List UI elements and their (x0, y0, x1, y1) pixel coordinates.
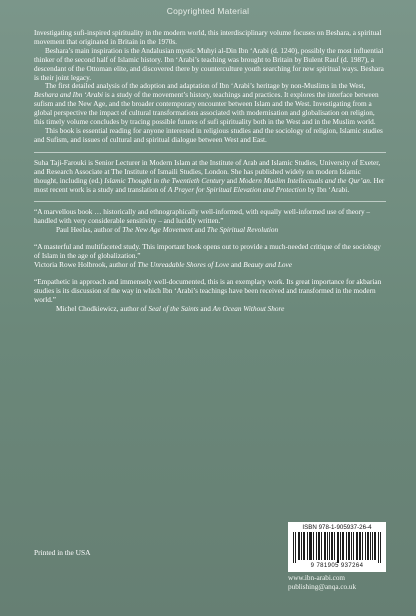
barcode-bar (342, 532, 343, 560)
endorsement-quote (34, 208, 386, 235)
barcode-bar (372, 532, 373, 560)
author-bio-text-a: Suha Taji-Farouki is Senior Lecturer in Modern Islam at the Institute of Arab and Islamic Studies, University of Exeter, and Research Associate at The Institute of Ismaili Studies, London. She has published widely on modern Islamic thought, including (ed.) (34, 158, 381, 185)
barcode-bar (368, 532, 369, 560)
attribution-separator: and (198, 304, 213, 313)
attribution-separator: and (229, 260, 244, 269)
blurb-paragraph-audience: This book is essential reading for anyone interested in religious studies and the sociology of religion, Islamic studies and Sufism, and issues of cultural and spiritual dialogue between West and East. (34, 126, 383, 144)
blurb-paragraph-intro: Investigating sufi-inspired spirituality in the modern world, this interdisciplinary volume focuses on Beshara, a spiritual movement that originated in Britain in the 1970s. (34, 29, 382, 46)
barcode-bar (319, 532, 320, 560)
barcode-bar (316, 532, 317, 560)
copyright-notice: Copyrighted Material (166, 6, 250, 16)
barcode-bar (380, 532, 381, 563)
barcode-bar (365, 532, 366, 560)
barcode-bar (359, 532, 360, 560)
barcode-bar (331, 532, 332, 560)
section-divider (34, 201, 386, 202)
attribution-work: Beauty and Love (243, 260, 292, 269)
blurb-paragraph-analysis (34, 82, 386, 127)
barcode-bar (310, 532, 311, 560)
barcode-bar (303, 532, 304, 560)
attribution-name: Victoria Rowe Holbrook, author of (34, 260, 138, 269)
barcode-bar (327, 532, 328, 560)
isbn-barcode (288, 522, 386, 572)
barcode-digits: 9 781905 937264 (310, 563, 364, 569)
barcode-bar (348, 532, 349, 560)
quote-attribution (34, 261, 386, 270)
author-bio-text-b: . Her most recent work is a study and translation of (34, 176, 385, 194)
endorsement-quote (34, 278, 386, 314)
isbn-number: ISBN 978-1-905937-26-4 (302, 524, 372, 531)
barcode-bar (375, 532, 376, 560)
quote-attribution (34, 305, 386, 314)
barcode-bar (357, 532, 358, 560)
barcode-bar (324, 532, 325, 560)
barcode-bar (321, 532, 322, 560)
barcode-bar (329, 532, 330, 560)
barcode-bar (332, 532, 333, 560)
analysis-text-end: is a study of the movement’s history, teachings and practices. It explores the interface between sufism and the New Age, and the broader contemporary encounter between Islam and the West. Investigating from a global perspective the impact of cultural transformations associated with modernisation and globalisation on religion, this timely volume concludes by tracing possible futures of sufi spirituality both in the West and in the Muslim world. (34, 91, 379, 127)
barcode-bar (318, 532, 319, 560)
barcode-bar (295, 532, 296, 563)
printed-in-notice: Printed in the USA (34, 548, 91, 557)
analysis-text-start: The first detailed analysis of the adoption and adaptation of Ibn ‘Arabi’s heritage by non-Muslims in the West, (45, 82, 366, 91)
barcode-bar (367, 532, 368, 560)
author-bio-text-c: by Ibn ‘Arabi. (306, 185, 350, 194)
blurb-content (34, 29, 386, 313)
quote-text: “A masterful and multifaceted study. This important book opens out to provide a much-needed critique of the sociology of Islam in the age of globalization.” (34, 243, 381, 261)
author-work-2: Modern Muslim Intellectuals and the Qur’an (238, 176, 370, 185)
barcode-bar (301, 532, 302, 560)
publisher-website-link[interactable]: www.ibn-arabi.com (288, 574, 346, 582)
attribution-work: An Ocean Without Shore (212, 304, 285, 313)
barcode-bar (338, 532, 339, 563)
barcode-bar (374, 532, 375, 560)
attribution-work: Seal of the Saints (148, 304, 199, 313)
book-title-inline: Beshara and Ibn ‘Arabi (34, 91, 104, 100)
barcode-bar (340, 532, 341, 560)
barcode-icon (293, 532, 381, 563)
barcode-bar (299, 532, 300, 560)
author-work-1: Islamic Thought in the Twentieth Century (104, 176, 225, 185)
barcode-bar (378, 532, 379, 563)
barcode-bar (362, 532, 363, 560)
barcode-bar (307, 532, 308, 560)
barcode-bar (309, 532, 310, 560)
attribution-work: The Unreadable Shores of Love (137, 260, 230, 269)
barcode-bar (360, 532, 361, 560)
endorsement-quote (34, 243, 386, 270)
barcode-bar (356, 532, 357, 560)
barcode-bar (346, 532, 347, 560)
barcode-bar (298, 532, 299, 560)
barcode-bar (343, 532, 344, 560)
quote-attribution (34, 226, 386, 235)
author-bio (34, 159, 386, 195)
blurb-paragraph-inspiration: Beshara’s main inspiration is the Andalusian mystic Muhyi al-Din Ibn ‘Arabi (d. 1240), possibly the most influential thinker of the second half of Islamic history. Ibn ‘Arabi’s teaching was brought to Britain by Bulent Rauf (d. 1987), a descendant of the Ottoman elite, and discovered there by counterculture youth searching for new spiritual ways. Beshara is their joint legacy. (34, 46, 384, 82)
barcode-bar (349, 532, 350, 560)
attribution-work: The Spiritual Revolution (206, 226, 279, 235)
author-bio-and: and (224, 176, 239, 185)
attribution-separator: and (192, 226, 207, 235)
barcode-bar (304, 532, 305, 560)
barcode-bar (325, 532, 326, 560)
barcode-bar (370, 532, 371, 560)
quote-text: “Empathetic in approach and immensely well-documented, this is an exemplary work. Its great importance for akbarian studies is its discussion of the way in which Ibn ‘Arabi’s teachings have been received and transformed in the modern world.” (34, 277, 382, 304)
section-divider (34, 152, 386, 153)
barcode-bar (334, 532, 335, 560)
barcode-bar (351, 532, 352, 560)
author-work-3: A Prayer for Spiritual Elevation and Protection (167, 185, 307, 194)
publisher-contact (288, 574, 386, 593)
barcode-bar (337, 532, 338, 563)
barcode-bar (293, 532, 294, 563)
barcode-bar (313, 532, 314, 560)
barcode-bar (353, 532, 354, 560)
attribution-name: Michel Chodkiewicz, author of (56, 304, 149, 313)
publisher-email-link[interactable]: publishing@anqa.co.uk (288, 583, 357, 592)
quote-text: “A marvellous book … historically and ethnographically well-informed, with equally well-informed use of theory – handled with very considerable sensitivity – and lucidly written.” (34, 208, 371, 226)
barcode-bar (311, 532, 312, 560)
attribution-work: The New Age Movement (122, 226, 193, 235)
attribution-name: Paul Heelas, author of (56, 226, 123, 235)
